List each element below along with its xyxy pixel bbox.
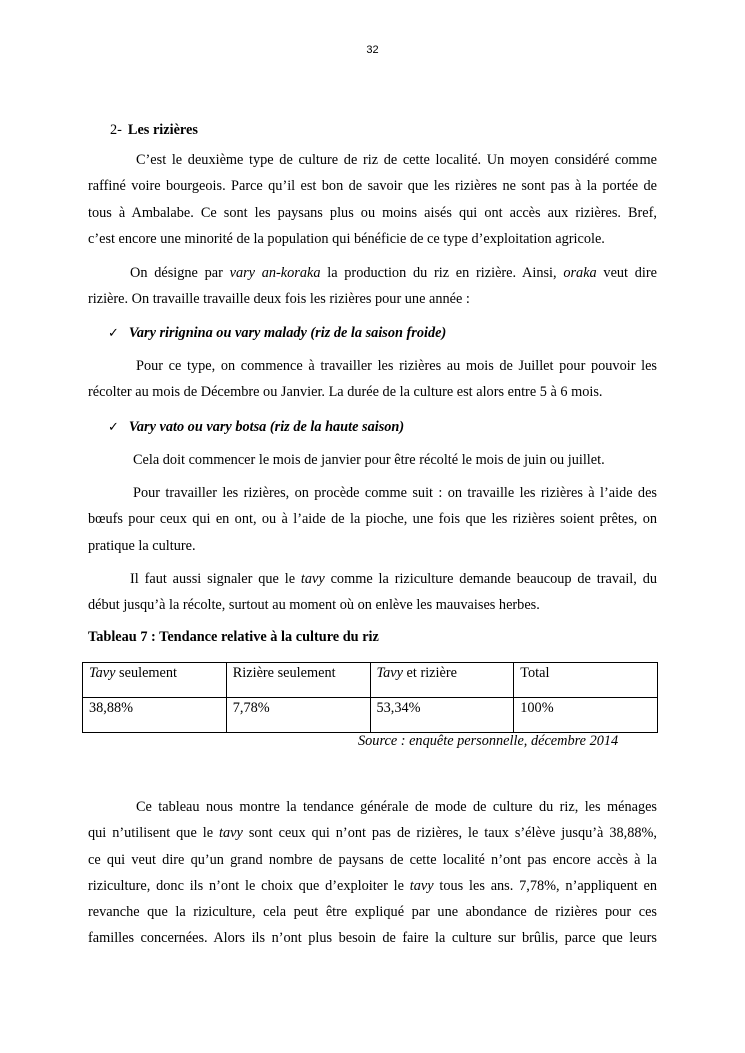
checklist-item-label: Vary vato ou vary botsa (riz de la haute saison) <box>128 419 405 435</box>
text-line: riziculture, donc ils n’ont le choix que d’exploiter le tavy tous les ans. 7,78%, n’appliquent en <box>88 877 657 894</box>
text-line: Pour travailler les rizières, on procède comme suit : on travaille les rizières à l’aide des <box>133 485 657 501</box>
check-icon: ✓ <box>108 420 119 435</box>
text-line: bœufs pour ceux qui en ont, ou à l’aide de la pioche, une fois que les rizières soient prêtes, on <box>88 511 657 528</box>
table-cell: 100% <box>514 698 658 733</box>
text-line: début jusqu’à la récolte, surtout au moment où on enlève les mauvaises herbes. <box>88 597 540 614</box>
table-header-cell: Total <box>514 663 658 698</box>
paragraph-type-2 <box>88 447 657 473</box>
checklist-item-2 <box>108 419 404 436</box>
section-heading <box>110 122 198 139</box>
text-line: Cela doit commencer le mois de janvier pour être récolté le mois de juin ou juillet. <box>133 452 605 468</box>
checklist-item-1 <box>108 325 446 342</box>
text-line: revanche que la riziculture, cela peut être expliqué par une abondance de rizières pour ces <box>88 904 657 921</box>
text-line: pratique la culture. <box>88 537 196 554</box>
rice-culture-table <box>82 662 658 733</box>
paragraph-definition <box>88 260 657 313</box>
table-header-row <box>83 663 658 698</box>
paragraph-analysis <box>88 794 657 952</box>
table-header-cell: Rizière seulement <box>226 663 370 698</box>
text-line: Ce tableau nous montre la tendance générale de mode de culture du riz, les ménages <box>136 799 657 815</box>
text-line: raffiné voire bourgeois. Parce qu’il est bon de savoir que les rizières ne sont pas à la portée de <box>88 178 657 195</box>
table-caption: Tableau 7 : Tendance relative à la culture du riz <box>88 629 379 645</box>
table-source: Source : enquête personnelle, décembre 2014 <box>358 733 619 749</box>
text-line: récolter au mois de Décembre ou Janvier. La durée de la culture est alors entre 5 à 6 mois. <box>88 384 603 401</box>
table-cell: 38,88% <box>83 698 227 733</box>
paragraph-type-1 <box>88 353 657 406</box>
table-cell: 7,78% <box>226 698 370 733</box>
page-number: 32 <box>366 44 379 56</box>
checklist-item-label: Vary rirignina ou vary malady (riz de la saison froide) <box>128 325 447 341</box>
check-icon: ✓ <box>108 326 119 341</box>
text-line: On désigne par vary an-koraka la production du riz en rizière. Ainsi, oraka veut dire <box>130 265 657 281</box>
paragraph-note <box>88 566 657 619</box>
section-title: Les rizières <box>127 122 198 138</box>
paragraph-intro <box>88 147 657 252</box>
table-row <box>83 698 658 733</box>
table-header-cell: Tavy et rizière <box>370 663 514 698</box>
text-line: rizière. On travaille travaille deux fois les rizières pour une année : <box>88 291 470 308</box>
text-line: Pour ce type, on commence à travailler les rizières au mois de Juillet pour pouvoir les <box>136 358 657 374</box>
text-line: tous à Ambalabe. Ce sont les paysans plus ou moins aisés qui ont accès aux rizières. Bref, <box>88 204 657 221</box>
text-line: Il faut aussi signaler que le tavy comme la riziculture demande beaucoup de travail, du <box>130 571 657 587</box>
text-line: c’est encore une minorité de la population qui bénéficie de ce type d’exploitation agricole. <box>88 230 605 247</box>
table-cell: 53,34% <box>370 698 514 733</box>
section-number: 2- <box>110 122 122 138</box>
text-line: ce qui veut dire qu’un grand nombre de paysans de cette localité n’ont pas encore accès à la <box>88 851 657 868</box>
text-line: qui n’utilisent que le tavy sont ceux qui n’ont pas de rizières, le taux s’élève jusqu’à 38,88%, <box>88 825 657 842</box>
paragraph-procedure <box>88 480 657 559</box>
text-line: familles concernées. Alors ils n’ont plus besoin de faire la culture sur brûlis, parce que leurs <box>88 930 657 947</box>
table-header-cell: Tavy seulement <box>83 663 227 698</box>
text-line: C’est le deuxième type de culture de riz de cette localité. Un moyen considéré comme <box>136 152 657 168</box>
